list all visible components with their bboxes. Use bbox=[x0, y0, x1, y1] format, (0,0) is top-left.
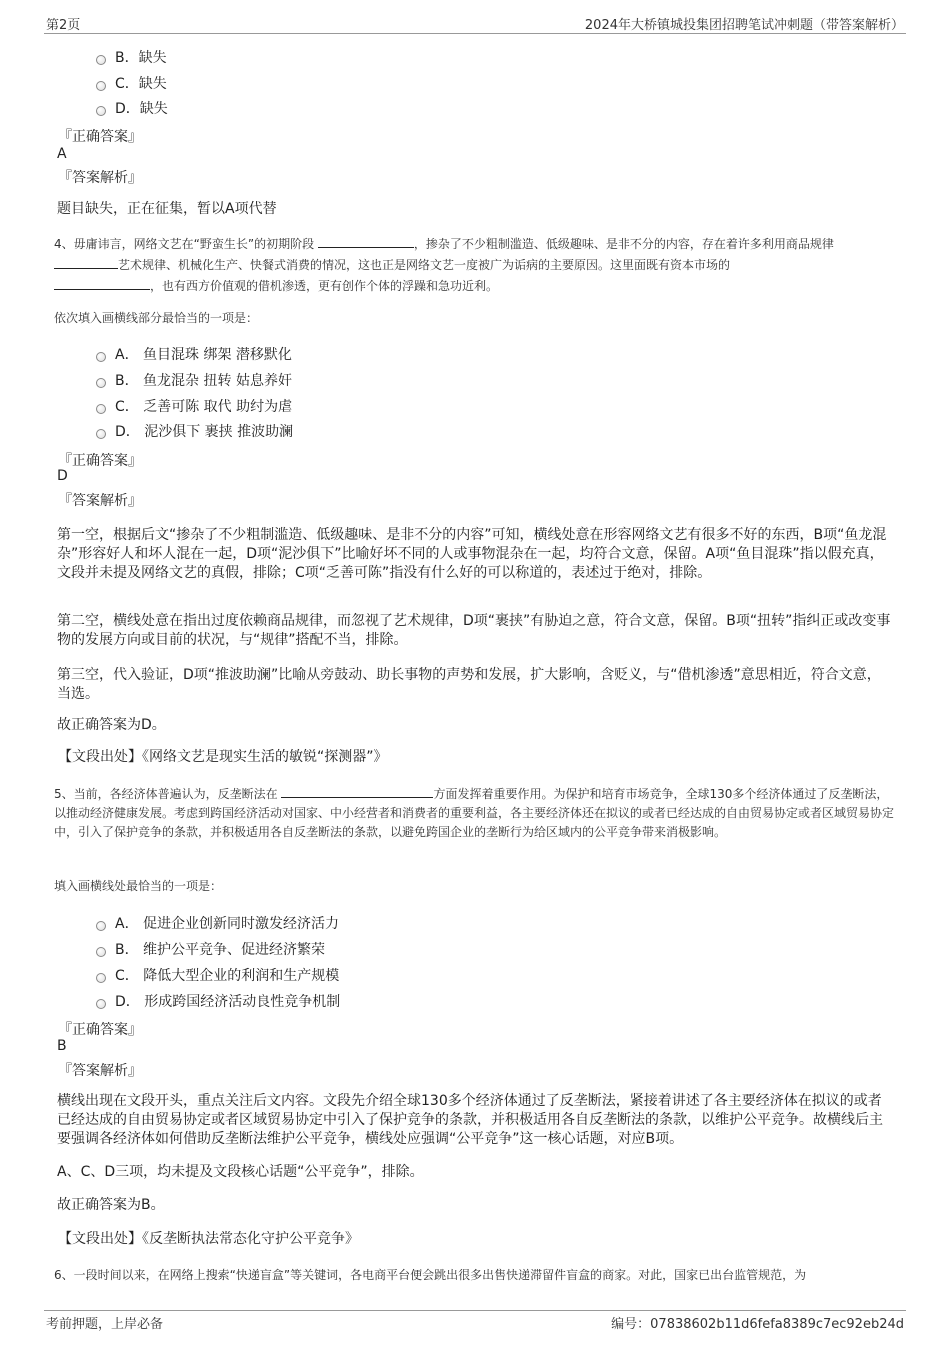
radio-icon bbox=[96, 378, 106, 388]
option-c[interactable] bbox=[96, 396, 292, 416]
option-label: B．缺失 bbox=[115, 50, 167, 66]
option-label: A． 促进企业创新同时激发经济活力 bbox=[115, 916, 340, 932]
analysis-paragraph: A、C、D三项，均未提及文段核心话题“公平竞争”，排除。 bbox=[57, 1164, 424, 1180]
option-label: D．缺失 bbox=[115, 101, 168, 117]
option-c[interactable] bbox=[96, 73, 167, 93]
answer-label: 『正确答案』 bbox=[58, 453, 142, 469]
header-divider bbox=[44, 33, 906, 34]
option-label: C．缺失 bbox=[115, 76, 167, 92]
option-a[interactable] bbox=[96, 344, 292, 364]
option-b[interactable] bbox=[96, 370, 292, 390]
answer-label: 『正确答案』 bbox=[58, 1022, 142, 1038]
analysis-text: 题目缺失，正在征集，暂以A项代替 bbox=[57, 201, 277, 217]
radio-icon bbox=[96, 429, 106, 439]
question-6-stem: 6、一段时间以来，在网络上搜索“快递盲盒”等关键词，各电商平台便会跳出很多出售快递滞留件盲盒的商家。对此，国家已出台监管规范，为 bbox=[54, 1268, 807, 1282]
option-d[interactable] bbox=[96, 98, 168, 118]
radio-icon bbox=[96, 81, 106, 91]
radio-icon bbox=[96, 404, 106, 414]
option-label: D． 形成跨国经济活动良性竞争机制 bbox=[115, 994, 341, 1010]
analysis-conclusion: 故正确答案为B。 bbox=[57, 1197, 165, 1213]
question-5-stem: 5、当前，各经济体普遍认为，反垄断法在 方面发挥着重要作用。为保护和培育市场竞争，全球130多个经济体通过了反垄断法，以推动经济健康发展。考虑到跨国经济活动对国家、中小经营者和消费者的重要利益，各主要经济体还在拟议的或者已经达成的自由贸易协定或者区域贸易协定中，引入了保护竞争的条款，并积极适用各自反垄断法的条款，以避免跨国企业的垄断行为给区域内的公平竞争带来消极影响。 bbox=[54, 787, 895, 839]
question-4-stem: 4、毋庸讳言，网络文艺在“野蛮生长”的初期阶段 ，掺杂了不少粗制滥造、低级趣味、是非不分的内容，存在着许多利用商品规律 艺术规律、机械化生产、快餐式消费的情况，这也正是网络文艺一度被广为诟病的主要原因。这里面既有资本市场的 ，也有西方价值观的借机渗透，更有创作个体的浮躁和急功近利。 bbox=[54, 237, 834, 293]
radio-icon bbox=[96, 973, 106, 983]
radio-icon bbox=[96, 352, 106, 362]
option-d[interactable] bbox=[96, 421, 293, 441]
analysis-label: 『答案解析』 bbox=[58, 1063, 142, 1079]
radio-icon bbox=[96, 106, 106, 116]
option-label: C． 乏善可陈 取代 助纣为虐 bbox=[115, 399, 293, 415]
answer-value: B bbox=[57, 1038, 67, 1054]
option-a[interactable] bbox=[96, 913, 339, 933]
analysis-paragraph: 第三空，代入验证，D项“推波助澜”比喻从旁鼓动、助长事物的声势和发展，扩大影响，含贬义，与“借机渗透”意思相近，符合文意，当选。 bbox=[57, 667, 881, 702]
footer-divider bbox=[44, 1310, 906, 1311]
page-number: 第2页 bbox=[46, 18, 81, 33]
radio-icon bbox=[96, 921, 106, 931]
option-label: D． 泥沙俱下 裹挟 推波助澜 bbox=[115, 424, 294, 440]
option-c[interactable] bbox=[96, 965, 339, 985]
question-4-prompt: 依次填入画横线部分最恰当的一项是： bbox=[54, 311, 259, 325]
analysis-label: 『答案解析』 bbox=[58, 493, 142, 509]
radio-icon bbox=[96, 55, 106, 65]
analysis-paragraph: 第一空，根据后文“掺杂了不少粗制滥造、低级趣味、是非不分的内容”可知，横线处意在形容网络文艺有很多不好的东西，B项“鱼龙混杂”形容好人和坏人混在一起，D项“泥沙俱下”比喻好坏不同的人或事物混杂在一起，均符合文意，保留。A项“鱼目混珠”指以假充真，文段并未提及网络文艺的真假，排除；C项“乏善可陈”指没有什么好的可以称道的，表述过于绝对，排除。 bbox=[57, 527, 887, 581]
footer-slogan: 考前押题，上岸必备 bbox=[46, 1317, 164, 1332]
analysis-label: 『答案解析』 bbox=[58, 170, 142, 186]
answer-value: D bbox=[57, 468, 68, 484]
radio-icon bbox=[96, 999, 106, 1009]
source-citation: 【文段出处】《反垄断执法常态化守护公平竞争》 bbox=[58, 1231, 359, 1247]
answer-value: A bbox=[57, 146, 67, 162]
option-b[interactable] bbox=[96, 47, 167, 67]
option-d[interactable] bbox=[96, 991, 340, 1011]
source-citation: 【文段出处】《网络文艺是现实生活的敏锐“探测器”》 bbox=[58, 749, 388, 765]
analysis-paragraph: 第二空，横线处意在指出过度依赖商品规律，而忽视了艺术规律，D项“裹挟”有胁迫之意，符合文意，保留。B项“扭转”指纠正或改变事物的发展方向或目前的状况，与“规律”搭配不当，排除。 bbox=[57, 613, 891, 648]
option-label: B． 鱼龙混杂 扭转 姑息养奸 bbox=[115, 373, 292, 389]
document-id: 编号：07838602b11d6fefa8389c7ec92eb24d bbox=[611, 1317, 904, 1332]
document-title: 2024年大桥镇城投集团招聘笔试冲刺题（带答案解析） bbox=[584, 18, 904, 33]
option-label: A． 鱼目混珠 绑架 潜移默化 bbox=[115, 347, 292, 363]
answer-label: 『正确答案』 bbox=[58, 129, 142, 145]
analysis-conclusion: 故正确答案为D。 bbox=[57, 717, 166, 733]
radio-icon bbox=[96, 947, 106, 957]
question-5-prompt: 填入画横线处最恰当的一项是： bbox=[54, 879, 223, 893]
analysis-paragraph: 横线出现在文段开头，重点关注后文内容。文段先介绍全球130多个经济体通过了反垄断法，紧接着讲述了各主要经济体在拟议的或者已经达成的自由贸易协定或者区域贸易协定中引入了保护竞争的条款，并积极适用各自反垄断法的条款，以维护公平竞争。故横线后主要强调各经济体如何借助反垄断法维护公平竞争，横线处应强调“公平竞争”这一核心话题，对应B项。 bbox=[57, 1093, 883, 1147]
option-b[interactable] bbox=[96, 939, 325, 959]
option-label: C． 降低大型企业的利润和生产规模 bbox=[115, 968, 340, 984]
option-label: B． 维护公平竞争、促进经济繁荣 bbox=[115, 942, 326, 958]
